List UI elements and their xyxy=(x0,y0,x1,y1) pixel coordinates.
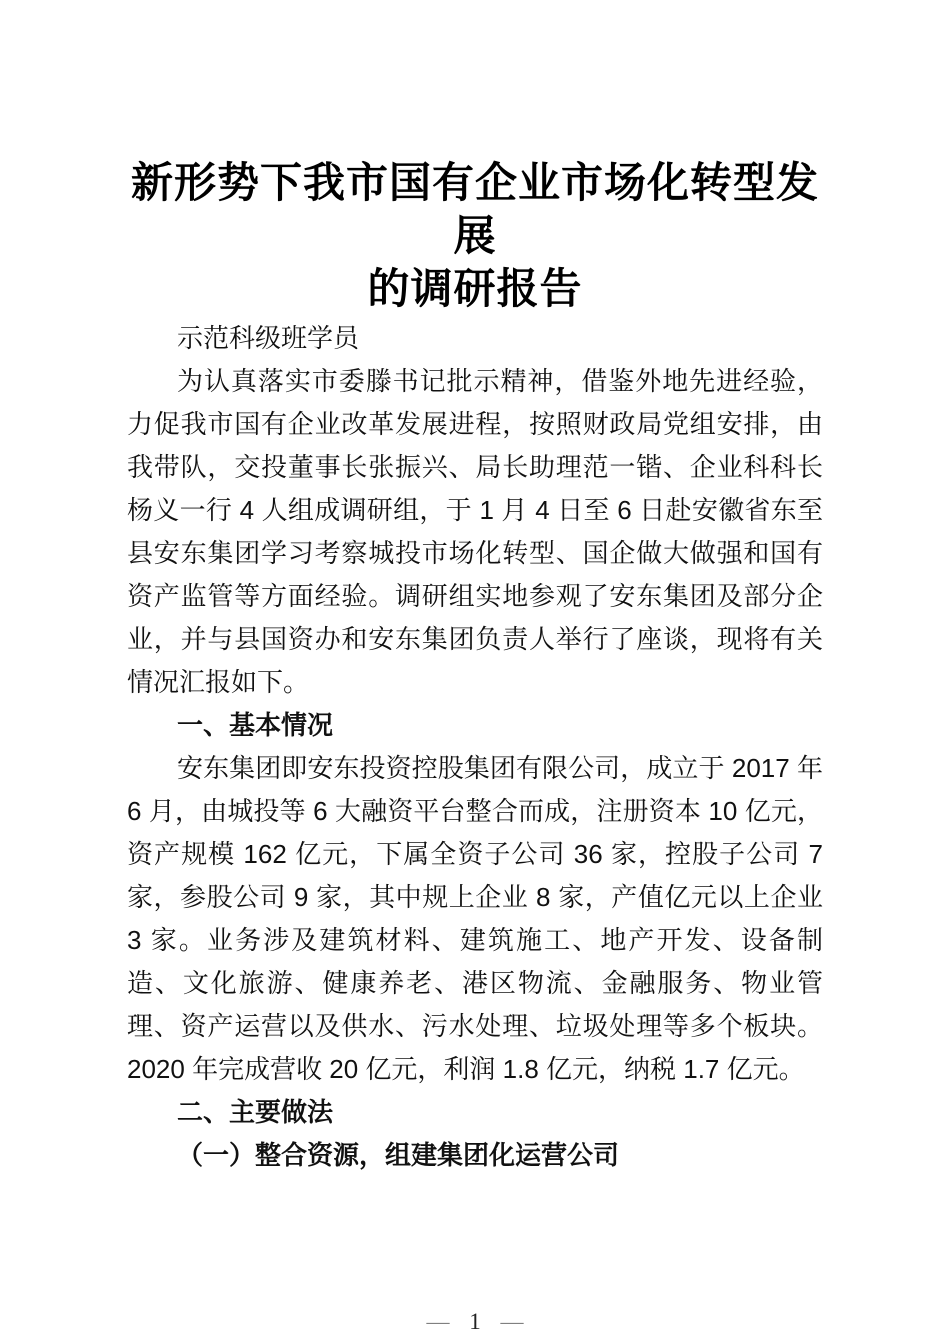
subsection-heading-integrate-resources: （一）整合资源，组建集团化运营公司 xyxy=(177,1140,620,1170)
page-footer xyxy=(0,1309,950,1335)
footer-dash-right: — xyxy=(500,1309,524,1334)
author-line: 示范科级班学员 xyxy=(177,323,360,353)
intro-paragraph: 为认真落实市委滕书记批示精神，借鉴外地先进经验，力促我市国有企业改革发展进程，按照财政局党组安排，由我带队，交投董事长张振兴、局长助理范一锴、企业科科长杨义一行 4 人组成调研组，于 1 月 4 日至 6 日赴安徽省东至县安东集团学习考察城投市场化转型、国企做大做强和国有资产监管等方面经验。调研组实地参观了安东集团及部分企业，并与县国资办和安东集团负责人举行了座谈，现将有关情况汇报如下。 xyxy=(127,366,823,697)
footer-dash-left: — xyxy=(426,1309,450,1334)
document-title xyxy=(127,158,823,317)
document-title-line-1: 新形势下我市国有企业市场化转型发展 xyxy=(130,161,819,260)
section-heading-main-practices: 二、主要做法 xyxy=(177,1097,334,1127)
page-number: 1 xyxy=(469,1309,481,1334)
basic-situation-paragraph: 安东集团即安东投资控股集团有限公司，成立于 2017 年 6 月，由城投等 6 大融资平台整合而成，注册资本 10 亿元，资产规模 162 亿元，下属全资子公司 36 家，控股子公司 7 家，参股公司 9 家，其中规上企业 8 家，产值亿元以上企业 3 家。业务涉及建筑材料、建筑施工、地产开发、设备制造、文化旅游、健康养老、港区物流、金融服务、物业管理、资产运营以及供水、污水处理、垃圾处理等多个板块。2020 年完成营收 20 亿元，利润 1.8 亿元，纳税 1.7 亿元。 xyxy=(127,753,823,1084)
section-heading-basic-situation: 一、基本情况 xyxy=(177,710,334,740)
document-body xyxy=(127,317,823,1177)
document-title-line-2: 的调研报告 xyxy=(367,267,583,313)
